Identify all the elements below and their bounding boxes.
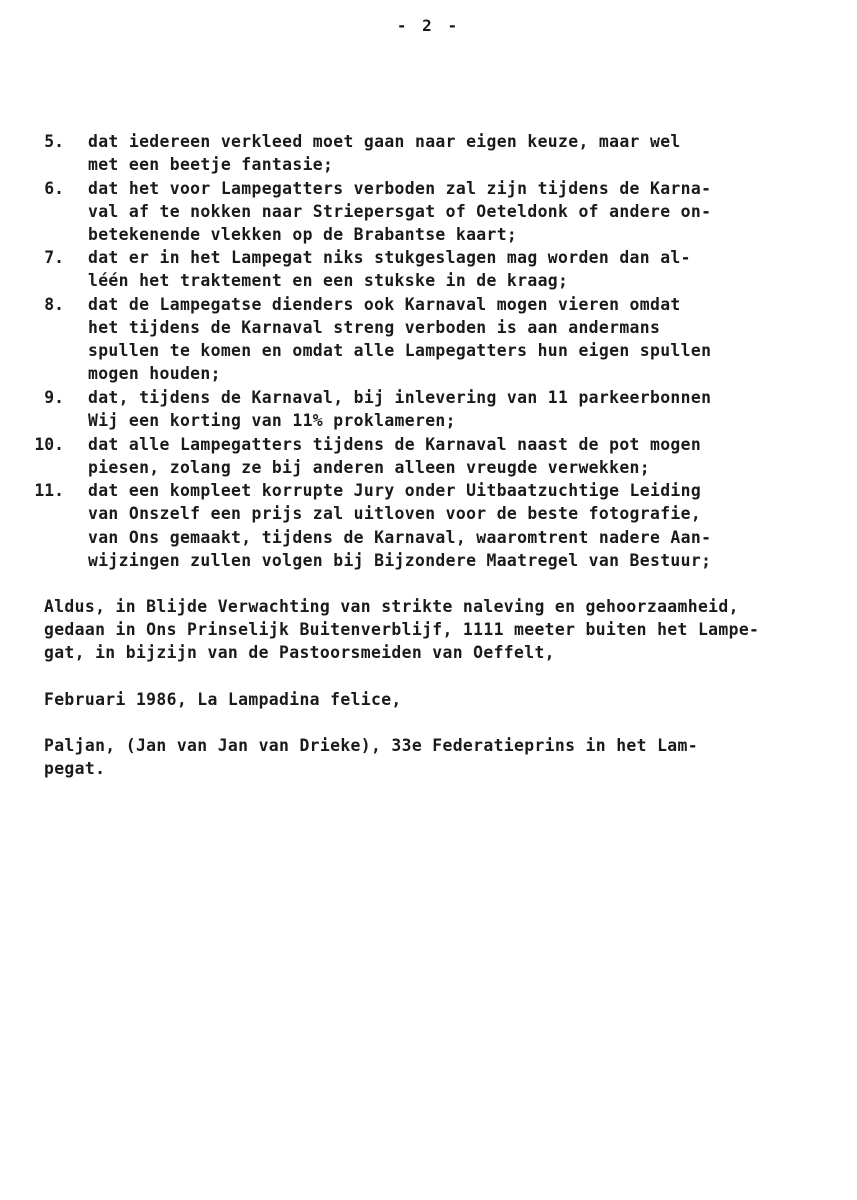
item-line: van Ons gemaakt, tijdens de Karnaval, waaromtrent nadere Aan- — [88, 528, 712, 547]
item-number: 7. — [44, 248, 64, 267]
item-line: piesen, zolang ze bij anderen alleen vreugde verwekken; — [88, 458, 650, 477]
item-number: 9. — [44, 388, 64, 407]
item-line: betekenende vlekken op de Brabantse kaart; — [88, 225, 518, 244]
item-line: val af te nokken naar Striepersgat of Oeteldonk of andere on- — [88, 202, 712, 221]
item-number: 6. — [44, 179, 64, 198]
item-line: dat de Lampegatse dienders ook Karnaval mogen vieren omdat — [88, 295, 681, 314]
item-line: dat alle Lampegatters tijdens de Karnaval naast de pot mogen — [88, 435, 702, 454]
item-line: dat een kompleet korrupte Jury onder Uitbaatzuchtige Leiding — [88, 481, 702, 500]
item-line: dat, tijdens de Karnaval, bij inlevering van 11 parkeerbonnen — [88, 388, 712, 407]
signature-line: Paljan, (Jan van Jan van Drieke), 33e Federatieprins in het Lam- — [44, 736, 698, 755]
item-line: dat het voor Lampegatters verboden zal zijn tijdens de Karna- — [88, 179, 712, 198]
item-line: Wij een korting van 11% proklameren; — [88, 411, 456, 430]
item-number: 8. — [44, 295, 64, 314]
signature-line: pegat. — [44, 759, 106, 778]
item-line: spullen te komen en omdat alle Lampegatters hun eigen spullen — [88, 341, 712, 360]
item-number: 11. — [34, 481, 64, 500]
item-line: mogen houden; — [88, 364, 221, 383]
item-line: léén het traktement en een stukske in de kraag; — [88, 271, 569, 290]
item-line: het tijdens de Karnaval streng verboden is aan andermans — [88, 318, 661, 337]
item-line: dat iedereen verkleed moet gaan naar eigen keuze, maar wel — [88, 132, 681, 151]
closing-line: Aldus, in Blijde Verwachting van strikte naleving en gehoorzaamheid, — [44, 597, 739, 616]
date-line: Februari 1986, La Lampadina felice, — [44, 690, 402, 709]
closing-line: gat, in bijzijn van de Pastoorsmeiden van Oeffelt, — [44, 643, 555, 662]
item-line: dat er in het Lampegat niks stukgeslagen mag worden dan al- — [88, 248, 691, 267]
item-number: 5. — [44, 132, 64, 151]
item-line: van Onszelf een prijs zal uitloven voor de beste fotografie, — [88, 504, 702, 523]
closing-line: gedaan in Ons Prinselijk Buitenverblijf, 1111 meeter buiten het Lampe- — [44, 620, 760, 639]
item-line: wijzingen zullen volgen bij Bijzondere Maatregel van Bestuur; — [88, 551, 712, 570]
item-line: met een beetje fantasie; — [88, 155, 334, 174]
item-number: 10. — [34, 435, 64, 454]
page-number: - 2 - — [396, 16, 461, 35]
